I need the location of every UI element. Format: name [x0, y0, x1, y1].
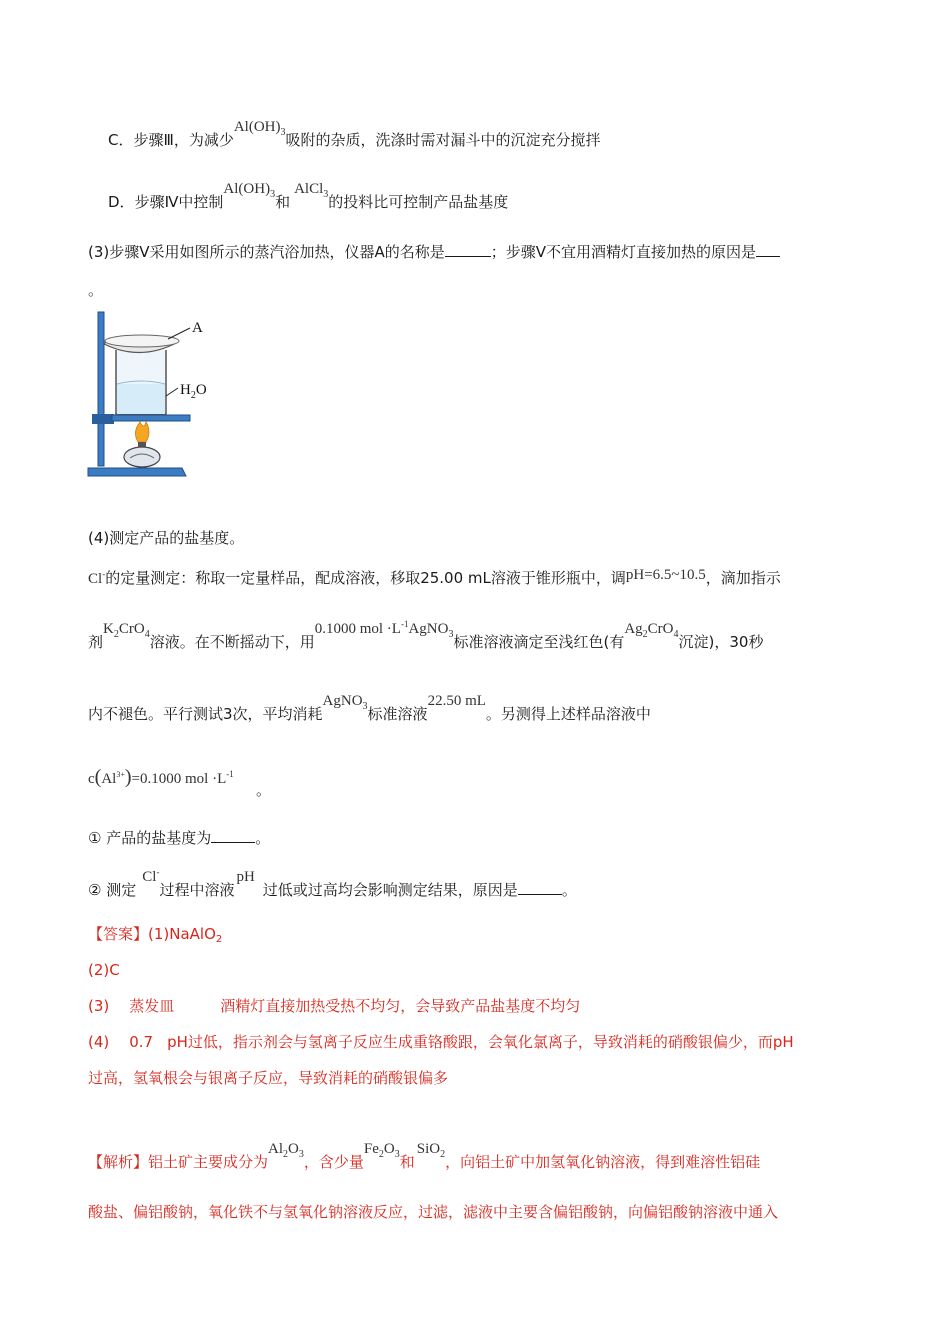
answer-text: pH过低，指示剂会与氢离子反应生成重铬酸跟，会氧化氯离子，导致消耗的硝酸银偏少，而pH: [167, 1033, 794, 1051]
formula-al2o3: $Al_2O_3$: [268, 1141, 304, 1160]
option-text: 和: [275, 193, 291, 211]
option-label: D．: [108, 193, 135, 211]
question-text: 沉淀)，30秒: [678, 633, 764, 651]
answer-subscript: 2: [215, 934, 223, 945]
analysis-text: ，含少量: [303, 1153, 364, 1171]
question-text: 测定: [106, 881, 137, 899]
volume-value: 22.50 mL: [427, 693, 486, 709]
question-text: 。: [255, 829, 271, 847]
answer-number: (4): [88, 1033, 110, 1051]
analysis-text: 铝土矿主要成分为: [148, 1153, 269, 1171]
formula-ph: pH: [236, 869, 255, 885]
answer-text: 酒精灯直接加热受热不均匀，会导致产品盐基度不均匀: [220, 997, 581, 1015]
sub-question-1: [88, 828, 270, 848]
formula-cl: Cl-: [142, 867, 160, 885]
analysis-text: 和: [399, 1153, 415, 1171]
option-d: [108, 181, 509, 215]
analysis-text: ，向铝土矿中加氢氧化钠溶液，得到难溶性铝硅: [445, 1153, 761, 1171]
option-text: 步骤Ⅲ，为减少: [133, 131, 234, 149]
question-4-p4: [88, 764, 234, 789]
answer-heading: 【答案】: [88, 925, 149, 943]
option-text: 步骤Ⅳ中控制: [134, 193, 224, 211]
question-4-p3: [88, 693, 651, 727]
question-text: ；步骤Ⅴ不宜用酒精灯直接加热的原因是: [490, 243, 757, 261]
formula-agno3: AgNO$_3$: [322, 693, 368, 712]
circled-number: ①: [88, 829, 102, 847]
answer-blank: [445, 242, 491, 257]
question-text: 的定量测定：称取一定量样品，配成溶液，移取25.00 mL溶液于锥形瓶中，调: [105, 569, 626, 587]
formula-agno3-conc: 0.1000 mol $\cdot L^{-1}AgNO_3$: [314, 619, 454, 640]
answer-text: 0.7: [129, 1033, 154, 1051]
formula-alcl3: AlCl$_3$: [294, 181, 329, 200]
option-text: 的投料比可控制产品盐基度: [328, 193, 509, 211]
formula-aloh3: $Al(OH)_3$: [233, 119, 286, 138]
ring-clamp: [92, 414, 114, 424]
formula-c-al3: $c(Al^{3+})=0.1000$ mol $\cdot L^{-1}$: [88, 766, 234, 788]
alcohol-lamp: [124, 447, 160, 467]
answer-4-cont: 过高，氢氧根会与银离子反应，导致消耗的硝酸银偏多: [88, 1069, 449, 1087]
stand-rod: [98, 312, 104, 466]
question-text: 过程中溶液: [159, 881, 235, 899]
formula-sio2: SiO$_2$: [416, 1141, 446, 1160]
question-text: 溶液。在不断摇动下，用: [149, 633, 315, 651]
question-3: [88, 242, 780, 262]
analysis-heading: 【解析】: [88, 1153, 149, 1171]
question-text: 。另测得上述样品溶液中: [485, 705, 651, 723]
question-text: (3)步骤Ⅴ采用如图所示的蒸汽浴加热，仪器A的名称是: [88, 243, 445, 261]
answer-2: (2)C: [88, 961, 120, 979]
ring-support: [112, 415, 190, 421]
question-text: 标准溶液滴定至浅红色(有: [453, 633, 625, 651]
question-4-p4-end: 。: [256, 781, 272, 799]
analysis-2: 酸盐、偏铝酸钠，氧化铁不与氢氧化钠溶液反应，过滤，滤液中主要含偏铝酸钠，向偏铝酸钠溶液中通入: [88, 1203, 779, 1221]
answer-blank: [756, 242, 780, 257]
label-h2o: $H_2O$: [180, 382, 207, 401]
answer-blank: [518, 880, 562, 895]
answer-1: [88, 924, 222, 947]
flame: [135, 422, 149, 442]
analysis-1: [88, 1141, 761, 1175]
answer-blank: [211, 828, 255, 843]
water: [117, 384, 165, 414]
question-text: 产品的盐基度为: [106, 829, 212, 847]
answer-3: [88, 996, 580, 1016]
question-4-title: (4)测定产品的盐基度。: [88, 529, 245, 547]
sub-question-2: [88, 867, 577, 901]
formula-ph-range: pH=6.5~10.5: [625, 567, 706, 583]
question-text: 剂: [88, 633, 104, 651]
option-text: 吸附的杂质，洗涤时需对漏斗中的沉淀充分搅拌: [285, 131, 601, 149]
steam-bath-figure: [86, 310, 226, 482]
question-4-p1: [88, 564, 781, 589]
answer-4: [88, 1032, 794, 1052]
formula-cl: Cl-: [88, 569, 106, 587]
question-text: 内不褪色。平行测试3次，平均消耗: [88, 705, 323, 723]
answer-text: (1)NaAlO: [148, 925, 216, 943]
option-label: C．: [108, 131, 134, 149]
formula-ag2cro4: $Ag_2CrO_4$: [624, 621, 679, 640]
question-3-end: 。: [88, 281, 104, 299]
answer-text: 蒸发皿: [129, 997, 175, 1015]
question-text: 标准溶液: [367, 705, 428, 723]
formula-k2cro4: $K_2CrO_4$: [103, 621, 150, 640]
stand-base: [88, 468, 186, 476]
formula-fe2o3: $Fe_2O_3$: [363, 1141, 400, 1160]
question-text: 过低或过高均会影响测定结果，原因是: [262, 881, 518, 899]
label-a: A: [192, 320, 203, 336]
circled-number: ②: [88, 881, 102, 899]
question-4-p2: [88, 619, 764, 655]
question-text: 。: [561, 881, 577, 899]
question-text: ，滴加指示: [705, 569, 781, 587]
formula-aloh3: $Al(OH)_3$: [223, 181, 276, 200]
option-c: [108, 119, 601, 153]
answer-number: (3): [88, 997, 110, 1015]
